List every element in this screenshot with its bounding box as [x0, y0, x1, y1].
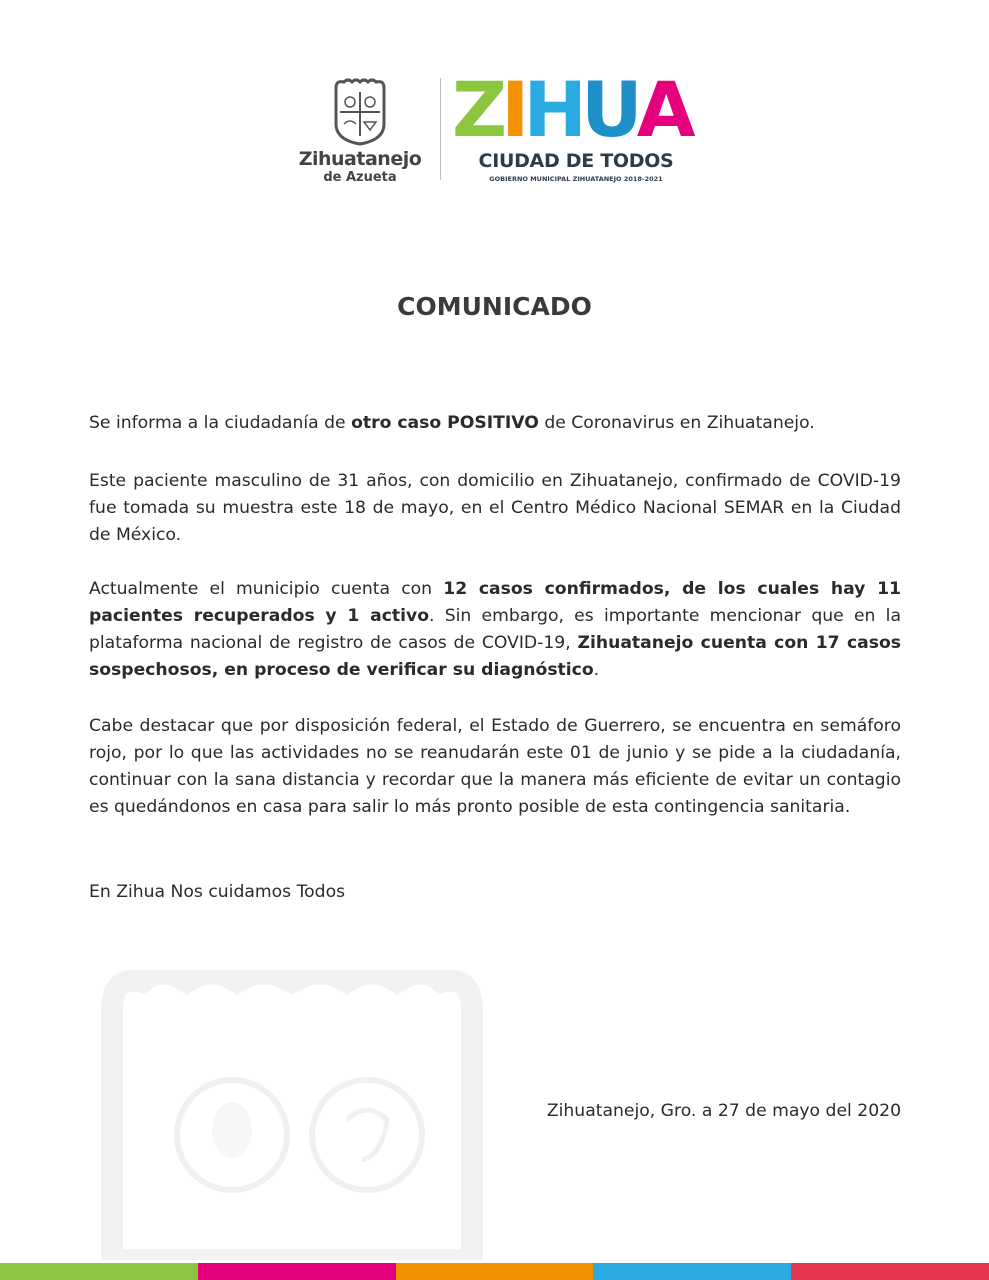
brand-letter: U	[581, 65, 637, 154]
logo-divider	[440, 78, 441, 180]
document-title: COMUNICADO	[397, 292, 592, 321]
p3-text-mid: . Sin embargo, es importante mencionar que en la plataforma nacional de registro de casos de COVID-19,	[89, 606, 901, 653]
footer-color-stripe	[0, 1263, 989, 1280]
brand-government-line: GOBIERNO MUNICIPAL ZIHUATANEJO 2018-2021	[489, 175, 663, 183]
brand-letter: H	[523, 65, 581, 154]
p3-bold-suspects: Zihuatanejo cuenta con 17 casos sospechosos, en proceso de verificar su diagnóstico	[89, 633, 901, 680]
paragraph-1	[89, 410, 901, 437]
place-and-date: Zihuatanejo, Gro. a 27 de mayo del 2020	[546, 1101, 901, 1121]
stripe-segment	[791, 1263, 989, 1280]
crest-watermark-icon	[92, 970, 492, 1260]
p3-text-end: .	[593, 660, 600, 680]
p3-bold-cases: 12 casos confirmados, de los cuales hay 11 pacientes recuperados y 1 activo	[89, 579, 901, 626]
paragraph-2: Este paciente masculino de 31 años, con domicilio en Zihuatanejo, confirmado de COVID-19 fue tomada su muestra este 18 de mayo, en el Centro Médico Nacional SEMAR en la Ciudad de México.	[89, 471, 901, 545]
closing-slogan: En Zihua Nos cuidamos Todos	[89, 882, 346, 902]
letterhead	[0, 65, 989, 185]
stripe-segment	[198, 1263, 396, 1280]
coat-of-arms-icon	[330, 78, 390, 146]
paragraph-3	[89, 576, 901, 684]
crest-name: Zihuatanejo	[298, 148, 422, 170]
brand-tagline: CIUDAD DE TODOS	[478, 150, 674, 172]
municipal-crest-logo	[290, 78, 430, 188]
zihua-brand-logo	[452, 65, 702, 188]
brand-wordmark	[452, 65, 690, 154]
paragraph-4: Cabe destacar que por disposición federal, el Estado de Guerrero, se encuentra en semáforo rojo, por lo que las actividades no se reanudarán este 01 de junio y se pide a la ciudadanía, continuar con la sana distancia y recordar que la manera más eficiente de evitar un contagio es quedándonos en casa para salir lo más pronto posible de esta contingencia sanitaria.	[89, 716, 901, 817]
p1-text: Se informa a la ciudadanía de	[89, 413, 352, 433]
p3-text: Actualmente el municipio cuenta con	[89, 579, 444, 599]
crest-subtitle: de Azueta	[323, 170, 397, 185]
stripe-segment	[0, 1263, 198, 1280]
p1-text-end: de Coronavirus en Zihuatanejo.	[538, 413, 815, 433]
stripe-segment	[396, 1263, 594, 1280]
brand-letter: Z	[452, 65, 502, 154]
p1-bold: otro caso POSITIVO	[351, 413, 539, 433]
brand-letter: A	[636, 65, 690, 154]
brand-letter: I	[501, 65, 524, 154]
stripe-segment	[593, 1263, 791, 1280]
